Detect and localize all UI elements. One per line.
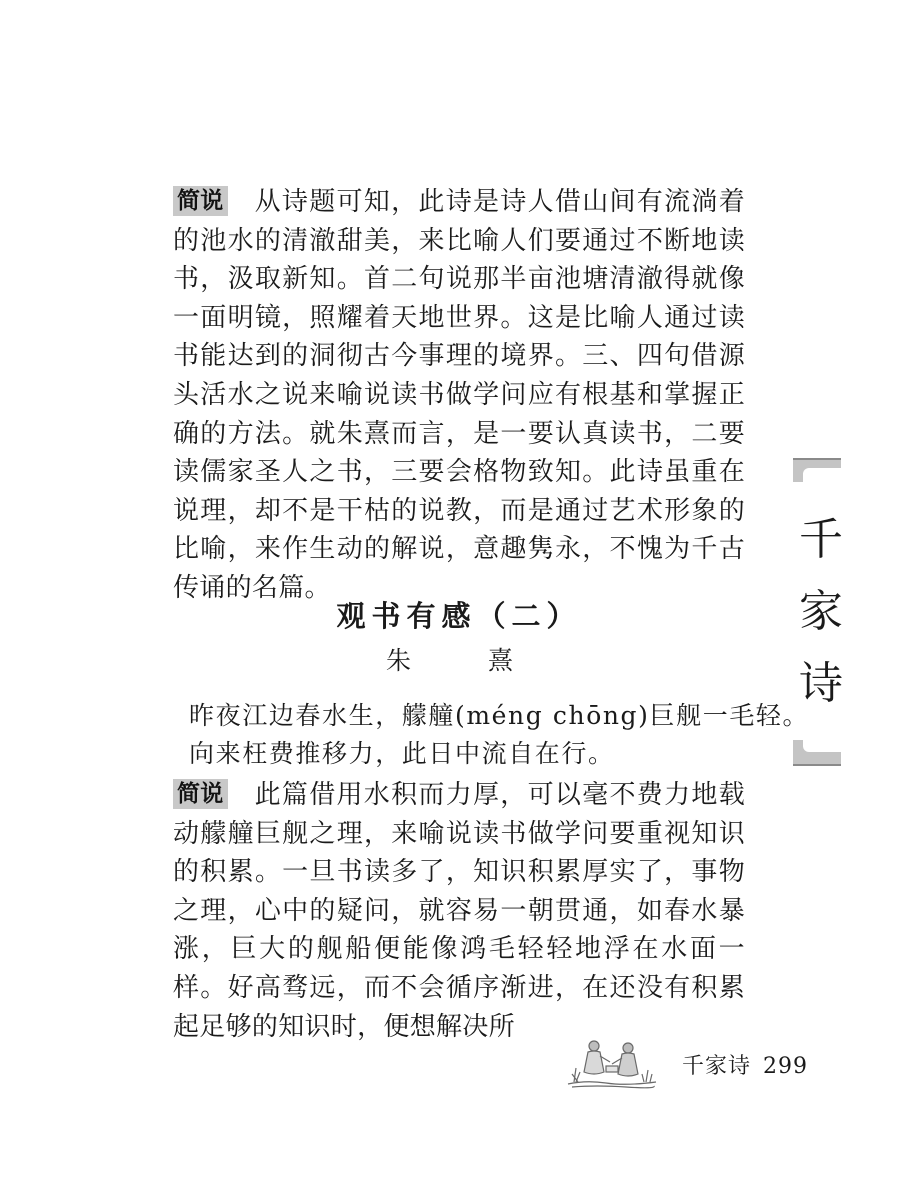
page-footer [682,1049,808,1080]
banner-char: 家 [799,586,843,637]
banner-char: 诗 [799,658,843,709]
poem-line-2: 向来枉费推移力，此日中流自在行。 [189,739,615,768]
commentary-text: 此篇借用水积而力厚，可以毫不费力地载动艨艟巨舰之理，来喻说读书做学问要重视知识的积累。一旦书读多了，知识积累厚实了，事物之理，心中的疑问，就容易一朝贯通，如春水暴涨，巨大的舰船便能像鸿毛轻轻地浮在水面一样。好高骛远，而不会循序渐进，在还没有积累起足够的知识时，便想解决所 [173,780,745,1042]
banner-top-notch [803,468,841,482]
commentary-paragraph-2 [173,776,745,1046]
poem-title [0,594,913,635]
commentary-text: 从诗题可知，此诗是诗人借山间有流淌着的池水的清澈甜美，来比喻人们要通过不断地读书，汲取新知。首二句说那半亩池塘清澈得就像一面明镜，照耀着天地世界。这是比喻人通过读书能达到的洞彻古今事理的境界。三、四句借源头活水之说来喻说读书做学问应有根基和掌握正确的方法。就朱熹而言，是一要认真读书，二要读儒家圣人之书，三要会格物致知。此诗虽重在说理，却不是干枯的说教，而是通过艺术形象的比喻，来作生动的解说，意趣隽永，不愧为千古传诵的名篇。 [173,187,745,603]
banner-top-line [793,458,841,460]
footer-book-title: 千家诗 [682,1054,752,1079]
commentary-tag: 简说 [173,186,228,216]
banner-bottom-line [793,764,841,766]
side-banner [793,458,841,768]
page-number: 299 [763,1054,809,1079]
commentary-paragraph-1 [173,183,745,608]
banner-bottom-notch [803,740,841,752]
poem-line-1: 昨夜江边春水生，艨艟(méng chōng)巨舰一毛轻。 [189,701,810,730]
poem-title-text: 观书有感（二） [336,599,582,633]
banner-title [799,504,847,720]
commentary-tag: 简说 [173,779,228,809]
scholars-illustration [566,1032,658,1090]
poem-author: 朱 熹 [385,646,539,675]
banner-char: 千 [799,514,843,565]
